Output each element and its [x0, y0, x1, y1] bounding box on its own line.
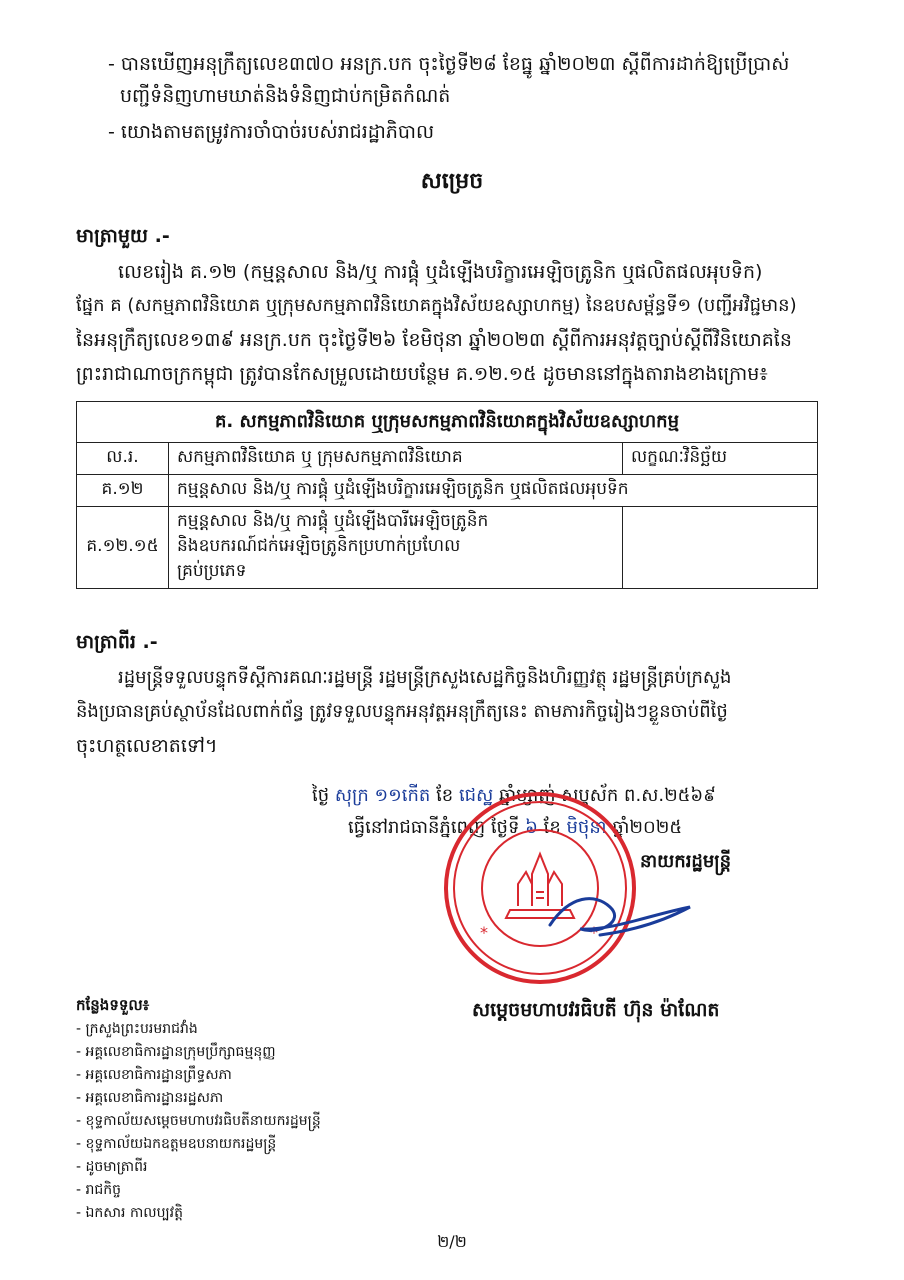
- recipients-heading: កន្លែងទទួល៖: [76, 996, 150, 1014]
- handwritten-signature: [540, 885, 700, 945]
- article-1-line-1: លេខរៀង គ.១២ (កម្មន្តសាល និង/ឬ ការផ្គុំ ឬដំឡើងបរិក្ខារអេឡិចត្រូនិក ឬផលិតផលអុបទិក): [118, 261, 763, 283]
- solar-date-prefix: ធ្វើនៅរាជធានីភ្នំពេញ ថ្ងៃទី: [348, 817, 520, 838]
- signatory-name: សម្តេចមហាបវរធិបតី ហ៊ុន ម៉ាណែត: [472, 999, 720, 1021]
- lunar-month-label: ខែ: [436, 785, 454, 806]
- recipient-item: - អគ្គលេខាធិការដ្ឋានរដ្ឋសភា: [76, 1090, 224, 1106]
- decision-title: សម្រេច: [420, 169, 484, 194]
- row-activity-line-2: និងឧបករណ៍ជក់អេឡិចត្រូនិកប្រហាក់ប្រហែល: [177, 536, 461, 556]
- column-header-criteria: លក្ខណៈវិនិច្ឆ័យ: [623, 443, 818, 475]
- svg-text:*: *: [590, 923, 598, 942]
- row-criteria: [623, 507, 818, 589]
- intro-bullet-1-line-2: បញ្ជីទំនិញហាមឃាត់និងទំនិញជាប់កម្រិតកំណត់: [120, 85, 451, 107]
- article-2-line-2: និងប្រធានគ្រប់ស្ថាប័នដែលពាក់ព័ន្ធ ត្រូវទទួលបន្ទុកអនុវត្តអនុក្រឹត្យនេះ តាមភារកិច្ចរៀងៗខ្លួនចាប់ពីថ្ងៃ: [76, 701, 728, 722]
- row-activity-line-1: កម្មន្តសាល និង/ឬ ការផ្គុំ ឬដំឡើងបារីអេឡិចត្រូនិក: [177, 511, 489, 531]
- table-row: [77, 507, 818, 589]
- lunar-year: ឆ្នាំម្សាញ់ សប្តស័ក ព.ស.២៥៦៩: [498, 785, 716, 806]
- lunar-day: សុក្រ ១១កើត: [334, 785, 431, 806]
- row-code: គ.១២.១៥: [77, 507, 169, 589]
- investment-activity-table: [76, 401, 818, 589]
- recipient-item: - អគ្គលេខាធិការដ្ឋានក្រុមប្រឹក្សាធម្មនុញ្ញ: [76, 1044, 276, 1060]
- intro-bullet-1-line-1: - បានឃើញអនុក្រឹត្យលេខ៣៧០ អនក្រ.បក ចុះថ្ងៃទី២៨ ខែធ្នូ ឆ្នាំ២០២៣ ស្តីពីការដាក់ឱ្យប្រើប្រាស់: [108, 53, 790, 75]
- solar-year: ឆ្នាំ២០២៥: [612, 817, 683, 838]
- row-activity-line-3: គ្រប់ប្រភេទ: [177, 561, 247, 581]
- article-2-heading: មាត្រាពីរ .-: [76, 631, 158, 653]
- seal-bottom-text: [495, 960, 595, 961]
- seal-top-text: [475, 858, 595, 859]
- solar-day: ៦: [525, 817, 538, 838]
- svg-text:*: *: [480, 923, 488, 942]
- article-1-line-2: ផ្នែក គ (សកម្មភាពវិនិយោគ ឬក្រុមសកម្មភាពវិនិយោគក្នុងវិស័យឧស្សាហកម្ម) នៃឧបសម្ព័ន្ធទី១ (បញ្ជីអវិជ្ជមាន): [76, 295, 797, 316]
- row-activity: [169, 507, 623, 589]
- recipient-item: - ដូចមាត្រាពីរ: [76, 1159, 148, 1175]
- recipient-item: - រាជកិច្ច: [76, 1182, 122, 1198]
- lunar-date-prefix: ថ្ងៃ: [312, 785, 330, 806]
- intro-bullet-2: - យោងតាមតម្រូវការចាំបាច់របស់រាជរដ្ឋាភិបាល: [108, 121, 435, 143]
- article-1-line-4: ព្រះរាជាណាចក្រកម្ពុជា ត្រូវបានកែសម្រួលដោយបន្ថែម គ.១២.១៥ ដូចមាននៅក្នុងតារាងខាងក្រោម៖: [76, 363, 768, 385]
- recipient-item: - ខុទ្ទកាល័យសម្តេចមហាបវរធិបតីនាយករដ្ឋមន្ត្រី: [76, 1113, 321, 1129]
- article-2-line-1: រដ្ឋមន្ត្រីទទួលបន្ទុកទីស្តីការគណៈរដ្ឋមន្ត្រី រដ្ឋមន្ត្រីក្រសួងសេដ្ឋកិច្ចនិងហិរញ្ញវត្ថុ រដ្ឋមន្ត្រីគ្រប់ក្រសួង: [118, 667, 732, 688]
- article-1-heading: មាត្រាមួយ .-: [76, 225, 170, 247]
- article-1-line-3: នៃអនុក្រឹត្យលេខ១៣៩ អនក្រ.បក ចុះថ្ងៃទី២៦ ខែមិថុនា ឆ្នាំ២០២៣ ស្តីពីការអនុវត្តច្បាប់ស្តីពីវិនិយោគនៃ: [76, 329, 792, 351]
- solar-month-label: ខែ: [543, 817, 561, 838]
- table-row: [77, 475, 818, 507]
- recipient-item: - ខុទ្ទកាល័យឯកឧត្តមឧបនាយករដ្ឋមន្ត្រី: [76, 1136, 277, 1152]
- row-activity: កម្មន្តសាល និង/ឬ ការផ្គុំ ឬដំឡើងបរិក្ខារអេឡិចត្រូនិក ឬផលិតផលអុបទិក: [169, 475, 818, 507]
- column-header-number: ល.រ.: [77, 443, 169, 475]
- lunar-month: ជេស្ឋ: [458, 785, 494, 806]
- recipient-item: - ឯកសារ កាលប្បវត្តិ: [76, 1205, 183, 1221]
- recipient-item: - ក្រសួងព្រះបរមរាជវាំង: [76, 1021, 198, 1037]
- article-2-line-3: ចុះហត្ថលេខាតទៅ។: [76, 735, 218, 757]
- solar-month: មិថុនា: [566, 817, 607, 838]
- recipient-item: - អគ្គលេខាធិការដ្ឋានព្រឹទ្ធសភា: [76, 1067, 232, 1083]
- row-code: គ.១២: [77, 475, 169, 507]
- column-header-activity: សកម្មភាពវិនិយោគ ឬ ក្រុមសកម្មភាពវិនិយោគ: [169, 443, 623, 475]
- table-section-header: គ. សកម្មភាពវិនិយោគ ឬក្រុមសកម្មភាពវិនិយោគក្នុងវិស័យឧស្សាហកម្ម: [77, 402, 818, 443]
- page-number: ២/២: [437, 1232, 467, 1251]
- signatory-role: នាយករដ្ឋមន្ត្រី: [640, 851, 732, 872]
